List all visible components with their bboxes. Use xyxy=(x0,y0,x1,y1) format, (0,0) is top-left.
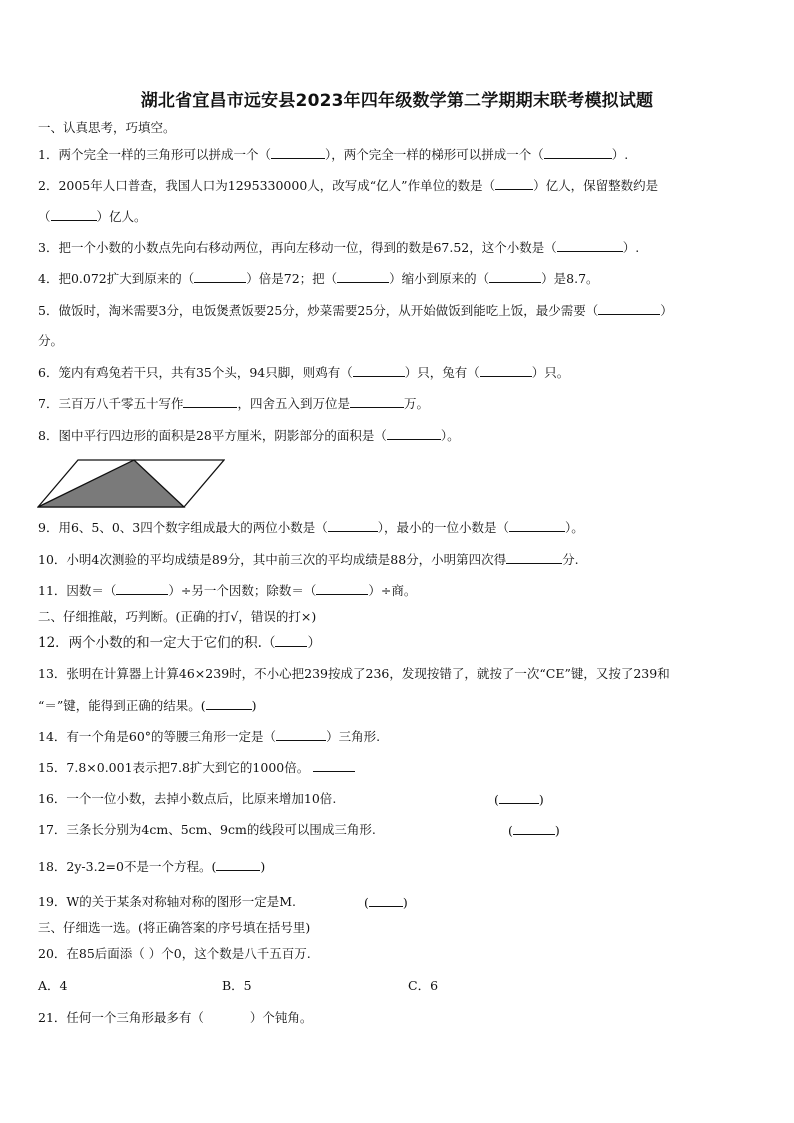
answer-blank[interactable] xyxy=(499,791,539,804)
answer-blank[interactable] xyxy=(194,270,246,283)
question-13: 13．张明在计算器上计算46×239时，不小心把239按成了236，发现按错了，就按了一次“CE”键，又按了239和 xyxy=(38,666,670,681)
question-13-cont: “＝”键，能得到正确的结果。( ) xyxy=(38,698,257,713)
answer-blank[interactable] xyxy=(387,427,441,440)
question-18: 18．2y-3.2=0不是一个方程。( ) xyxy=(38,859,266,874)
question-4: 4．把0.072扩大到原来的（ ）倍是72；把（ ）缩小到原来的（ ）是8.7。 xyxy=(38,271,599,286)
section-1-heading: 一、认真思考，巧填空。 xyxy=(38,120,176,135)
question-5: 5．做饭时，淘米需要3分，电饭煲煮饭要25分，炒菜需要25分，从开始做饭到能吃上饭，最少需要（ ） xyxy=(38,303,673,318)
answer-blank[interactable] xyxy=(271,146,325,159)
answer-blank[interactable] xyxy=(495,177,533,190)
answer-blank[interactable] xyxy=(316,582,368,595)
question-16: 16．一个一位小数，去掉小数点后，比原来增加10倍. xyxy=(38,791,337,806)
answer-blank[interactable] xyxy=(328,519,378,532)
section-3-heading: 三、仔细选一选。(将正确答案的序号填在括号里) xyxy=(38,920,311,935)
answer-blank[interactable] xyxy=(51,208,97,221)
question-16-answer: ( ) xyxy=(494,792,544,807)
question-19-answer: ( ) xyxy=(364,895,408,910)
question-7: 7．三百万八千零五十写作 ，四舍五入到万位是 万。 xyxy=(38,396,429,411)
answer-blank[interactable] xyxy=(350,395,404,408)
answer-blank[interactable] xyxy=(353,364,405,377)
answer-blank[interactable] xyxy=(513,822,555,835)
question-20: 20．在85后面添（ ）个0，这个数是八千五百万. xyxy=(38,946,311,961)
option-b[interactable]: B．5 xyxy=(222,978,252,993)
answer-blank[interactable] xyxy=(598,302,660,315)
question-1: 1．两个完全一样的三角形可以拼成一个（ ），两个完全一样的梯形可以拼成一个（ ）. xyxy=(38,147,629,162)
option-c[interactable]: C．6 xyxy=(408,978,439,993)
answer-blank[interactable] xyxy=(216,858,260,871)
question-6: 6．笼内有鸡兔若干只，共有35个头，94只脚，则鸡有（ ）只，兔有（ ）只。 xyxy=(38,365,570,380)
question-15: 15．7.8×0.001表示把7.8扩大到它的1000倍。 xyxy=(38,759,355,776)
question-17: 17．三条长分别为4cm、5cm、9cm的线段可以围成三角形. xyxy=(38,822,376,837)
parallelogram-diagram xyxy=(37,459,225,509)
question-17-answer: ( ) xyxy=(508,823,560,838)
parallelogram-figure xyxy=(37,459,225,513)
question-12: 12．两个小数的和一定大于它们的积.（ ） xyxy=(38,635,321,651)
option-a[interactable]: A．4 xyxy=(38,978,68,993)
answer-blank[interactable] xyxy=(276,728,326,741)
question-9: 9．用6、5、0、3四个数字组成最大的两位小数是（ ），最小的一位小数是（ ）。 xyxy=(38,520,584,535)
question-11: 11．因数＝（ ）÷另一个因数；除数＝（ ）÷商。 xyxy=(38,583,417,598)
question-2: 2．2005年人口普查，我国人口为1295330000人，改写成“亿人”作单位的数是（ ）亿人，保留整数约是 xyxy=(38,178,659,193)
answer-blank[interactable] xyxy=(557,239,623,252)
question-2-cont: （ ）亿人。 xyxy=(38,209,147,224)
page-title: 湖北省宜昌市远安县2023年四年级数学第二学期期末联考模拟试题 xyxy=(140,91,654,111)
section-2-heading: 二、仔细推敲，巧判断。(正确的打√，错误的打×) xyxy=(38,609,317,624)
answer-blank[interactable] xyxy=(337,270,389,283)
question-19: 19．W的关于某条对称轴对称的图形一定是M. xyxy=(38,894,297,909)
answer-blank[interactable] xyxy=(116,582,168,595)
question-3: 3．把一个小数的小数点先向右移动两位，再向左移动一位，得到的数是67.52，这个小数是（ ）. xyxy=(38,240,640,255)
answer-blank[interactable] xyxy=(489,270,541,283)
answer-blank[interactable] xyxy=(275,634,307,647)
answer-blank[interactable] xyxy=(506,551,562,564)
answer-blank[interactable] xyxy=(544,146,612,159)
question-14: 14．有一个角是60°的等腰三角形一定是（ ）三角形. xyxy=(38,729,381,744)
question-10: 10．小明4次测验的平均成绩是89分，其中前三次的平均成绩是88分，小明第四次得 分. xyxy=(38,552,579,567)
answer-blank[interactable] xyxy=(369,894,403,907)
question-21: 21．任何一个三角形最多有（ ）个钝角。 xyxy=(38,1010,313,1025)
question-8: 8．图中平行四边形的面积是28平方厘米，阴影部分的面积是（ ）。 xyxy=(38,428,460,443)
answer-blank[interactable] xyxy=(183,395,237,408)
question-5-cont: 分。 xyxy=(38,333,64,348)
answer-blank[interactable] xyxy=(480,364,532,377)
answer-blank[interactable] xyxy=(313,759,355,772)
answer-blank[interactable] xyxy=(509,519,565,532)
answer-blank[interactable] xyxy=(206,697,252,710)
